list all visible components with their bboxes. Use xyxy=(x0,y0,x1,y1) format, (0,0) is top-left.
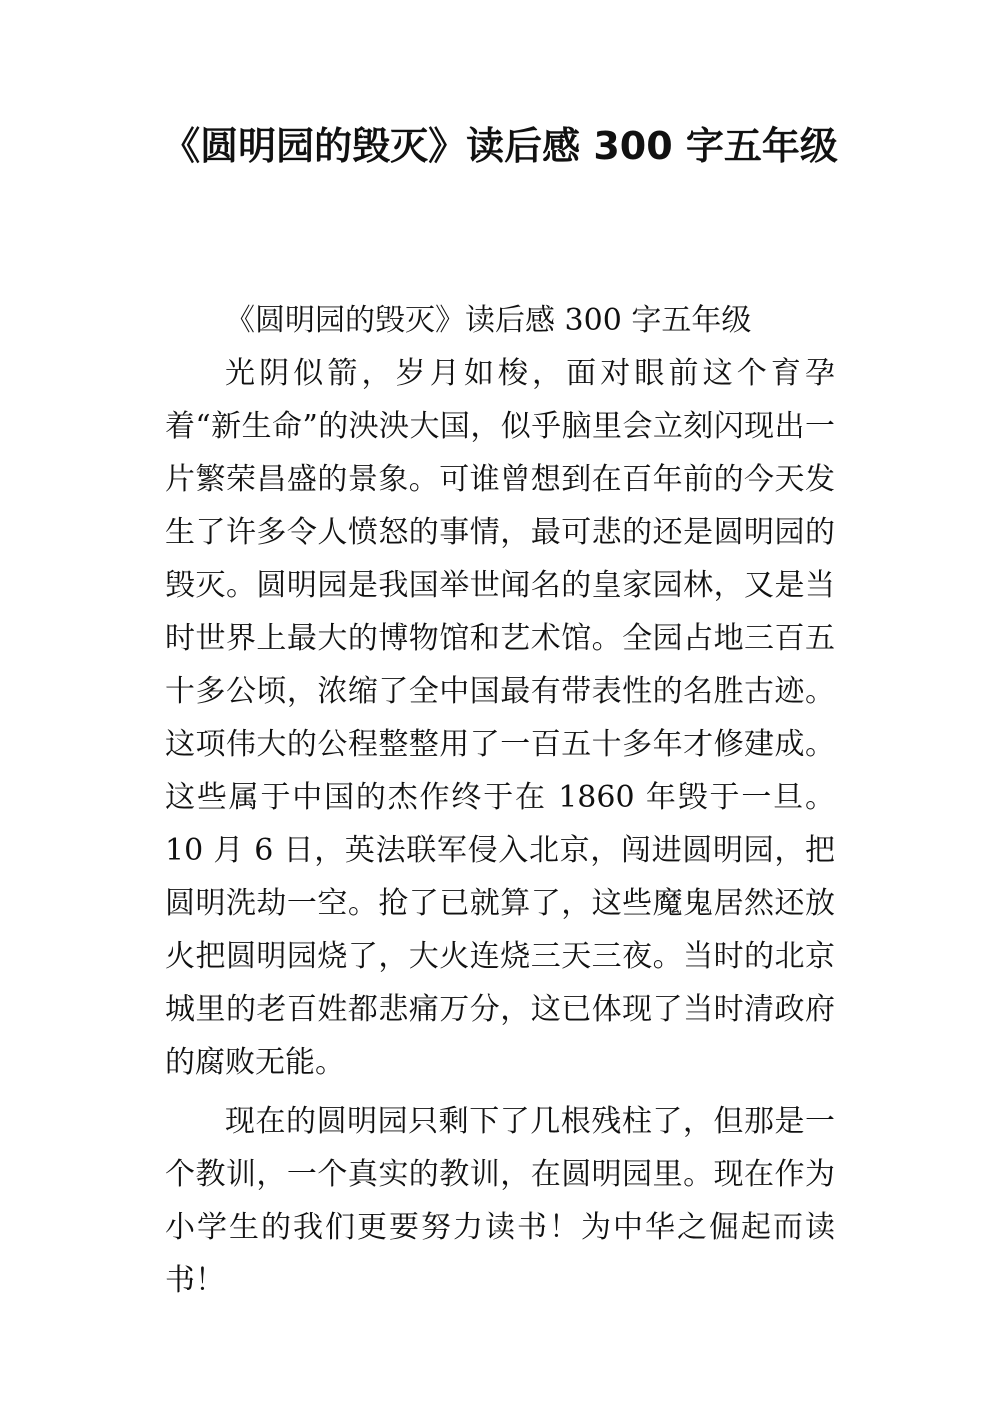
paragraph-2: 现在的圆明园只剩下了几根残柱了，但那是一个教训，一个真实的教训，在圆明园里。现在作为小学生的我们更要努力读书！为中华之倔起而读书！ xyxy=(165,1104,835,1298)
document-title: 《圆明园的毁灭》读后感 300 字五年级 xyxy=(162,124,838,168)
body-subtitle: 《圆明园的毁灭》读后感 300 字五年级 xyxy=(225,303,752,338)
paragraph-1: 光阴似箭，岁月如梭，面对眼前这个育孕着“新生命”的泱泱大国，似乎脑里会立刻闪现出一片繁荣昌盛的景象。可谁曾想到在百年前的今天发生了许多令人愤怒的事情，最可悲的还是圆明园的毁灭。圆明园是我国举世闻名的皇家园林，又是当时世界上最大的博物馆和艺术馆。全园占地三百五十多公顷，浓缩了全中国最有带表性的名胜古迹。这项伟大的公程整整用了一百五十多年才修建成。这些属于中国的杰作终于在 1860 年毁于一旦。10 月 6 日，英法联军侵入北京，闯进圆明园，把圆明洗劫一空。抢了已就算了，这些魔鬼居然还放火把圆明园烧了，大火连烧三天三夜。当时的北京城里的老百姓都悲痛万分，这已体现了当时清政府的腐败无能。 xyxy=(165,356,835,1080)
document-body xyxy=(165,294,835,1307)
